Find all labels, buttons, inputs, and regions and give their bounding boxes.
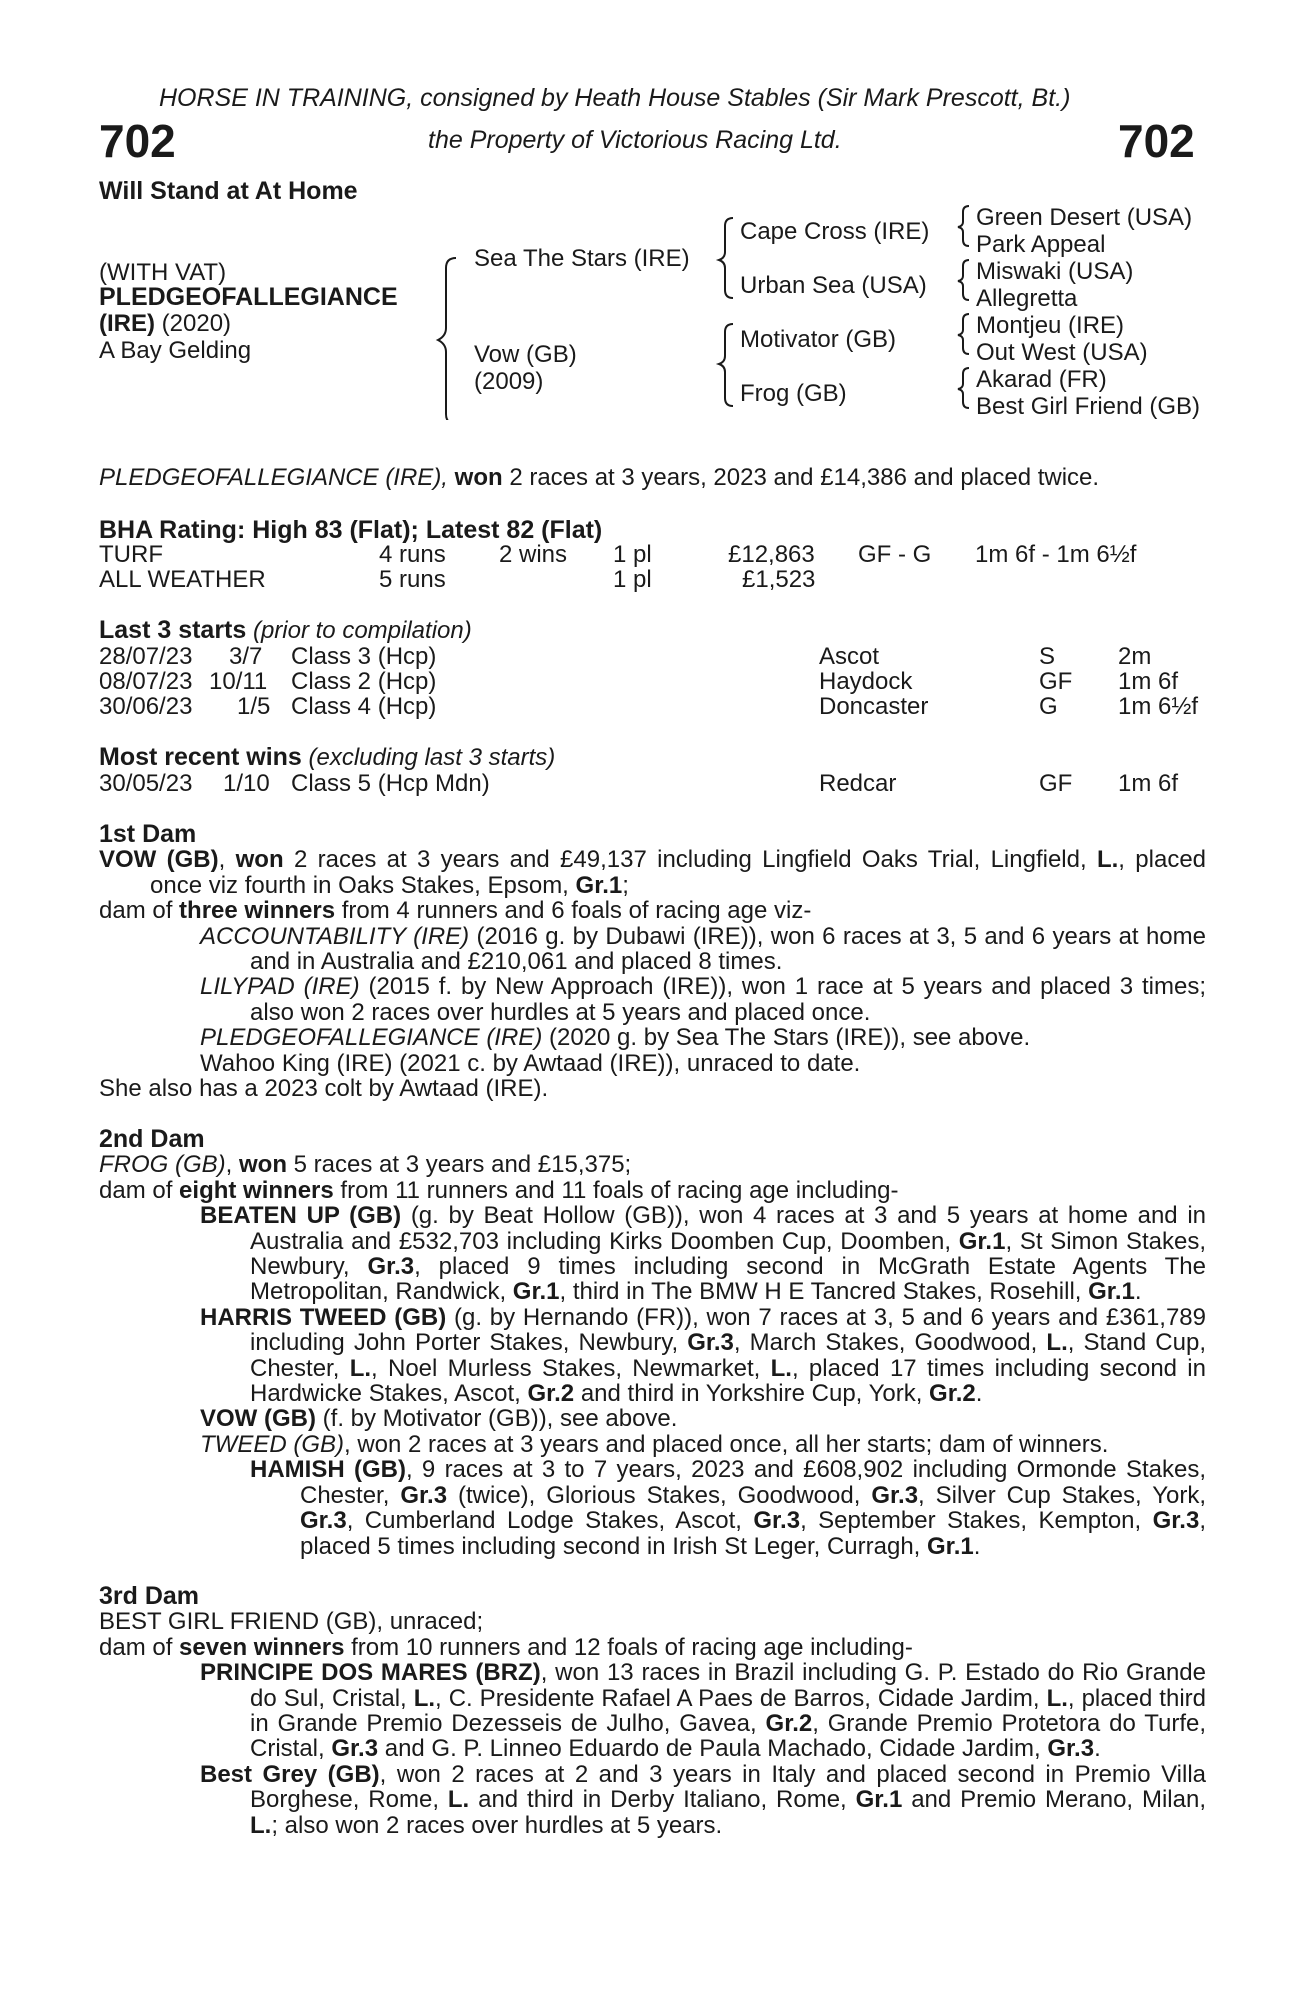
italic-text-run: TWEED (GB) bbox=[200, 1430, 344, 1458]
rating-placed: 1 pl bbox=[613, 541, 652, 568]
text-run: (twice), Glorious Stakes, Goodwood, bbox=[447, 1481, 872, 1509]
horse-description: A Bay Gelding bbox=[99, 337, 252, 364]
text-run: , placed 17 times including second in Hardwicke Stakes, Ascot, bbox=[250, 1354, 1206, 1408]
bha-rating-heading: BHA Rating: High 83 (Flat); Latest 82 (Flat) bbox=[99, 516, 603, 544]
text-run: , C. Presidente Rafael A Paes de Barros, Cidade Jardim, bbox=[435, 1684, 1047, 1712]
text-run: , placed 5 times including second in Irish St Leger, Curragh, bbox=[300, 1507, 1206, 1560]
rating-runs: 4 runs bbox=[379, 541, 446, 568]
bold-text-run: L. bbox=[413, 1684, 436, 1712]
bold-text-run: L. bbox=[250, 1811, 272, 1839]
bold-text-run: Gr.3 bbox=[367, 1253, 415, 1281]
bold-text-run: Gr.3 bbox=[1152, 1507, 1200, 1535]
text-run: , Grande Premio Protetora do Turfe, Cristal, bbox=[250, 1710, 1206, 1763]
start-row bbox=[99, 669, 1199, 694]
sire-name: Sea The Stars (IRE) bbox=[474, 245, 690, 272]
win-position: 1/10 bbox=[223, 770, 270, 797]
bold-text-run: L. bbox=[1046, 1329, 1068, 1357]
produce-harris-tweed bbox=[99, 1305, 1206, 1407]
last-starts-title: Last 3 starts bbox=[99, 616, 247, 644]
bold-text-run: L. bbox=[1046, 1684, 1068, 1712]
lot-number-left: 702 bbox=[99, 115, 176, 167]
bold-text-run: PRINCIPE DOS MARES (BRZ) bbox=[200, 1659, 541, 1687]
bold-text-run: L. bbox=[770, 1354, 792, 1382]
text-run: 2 races at 3 years and £49,137 including Lingfield Oaks Trial, Lingfield, bbox=[283, 846, 1097, 874]
stand-note: Will Stand at At Home bbox=[99, 177, 358, 205]
text-run: She also has a 2023 colt by Awtaad (IRE). bbox=[99, 1075, 549, 1103]
sire-sire: Cape Cross (IRE) bbox=[740, 218, 930, 245]
summary-rest: 2 races at 3 years, 2023 and £14,386 and placed twice. bbox=[502, 464, 1100, 491]
text-run: (2016 g. by Dubawi (IRE)), won 6 races at 3, 5 and 6 years at home and in Australia and £210,061 and placed 8 times. bbox=[250, 922, 1206, 976]
produce-vow bbox=[99, 1406, 1206, 1431]
text-run: , 9 races at 3 to 7 years, 2023 and £608,902 including Ormonde Stakes, Chester, bbox=[300, 1456, 1206, 1509]
text-run: , Silver Cup Stakes, York, bbox=[918, 1481, 1207, 1509]
text-run: , Stand Cup, Chester, bbox=[250, 1329, 1206, 1382]
bold-text-run: HARRIS TWEED (GB) bbox=[200, 1303, 447, 1331]
lot-number-right: 702 bbox=[1118, 115, 1195, 167]
text-run: (g. by Beat Hollow (GB)), won 4 races at 3 and 5 years at home and in Australia and £532,703 including Kirks Doomben Cup, Doomben, bbox=[250, 1202, 1206, 1255]
bold-text-run: Gr.1 bbox=[958, 1227, 1006, 1255]
rating-row-all-weather bbox=[99, 567, 1199, 592]
g1-brace bbox=[958, 206, 969, 246]
bold-text-run: eight winners bbox=[179, 1176, 334, 1204]
italic-text-run: LILYPAD (IRE) bbox=[200, 973, 360, 1001]
text-run: (g. by Hernando (FR)), won 7 races at 3, 5 and 6 years and £361,789 including John Porter Stakes, Newbury, bbox=[250, 1303, 1207, 1357]
recent-win-row bbox=[99, 771, 1199, 796]
text-run: Wahoo King (IRE) (2021 c. by Awtaad (IRE)), unraced to date. bbox=[200, 1049, 861, 1077]
text-run: , bbox=[218, 846, 236, 874]
win-class: Class 5 (Hcp Mdn) bbox=[291, 770, 490, 797]
text-run: . bbox=[973, 1532, 981, 1560]
bold-text-run: Gr.2 bbox=[765, 1710, 813, 1738]
text-run: from 4 runners and 6 foals of racing age viz- bbox=[335, 897, 812, 925]
text-run: , bbox=[225, 1151, 239, 1179]
text-run: , won 2 races at 2 and 3 years in Italy and placed second in Premio Villa Borghese, Rome, bbox=[250, 1760, 1206, 1814]
start-going: GF bbox=[1039, 668, 1073, 695]
recent-wins-heading bbox=[99, 745, 555, 770]
text-run: (2015 f. by New Approach (IRE)), won 1 race at 5 years and placed 3 times; also won 2 races over hurdles at 5 years and placed once. bbox=[250, 973, 1206, 1026]
grandsire-3: Miswaki (USA) bbox=[976, 258, 1134, 285]
rating-wins: 2 wins bbox=[499, 541, 568, 568]
bold-text-run: Gr.1 bbox=[927, 1532, 974, 1560]
rating-prize: £1,523 bbox=[742, 566, 816, 593]
start-distance: 2m bbox=[1118, 643, 1152, 670]
bold-text-run: Gr.3 bbox=[400, 1481, 448, 1509]
win-course: Redcar bbox=[819, 770, 897, 797]
last-starts-heading bbox=[99, 618, 472, 643]
bold-text-run: won bbox=[235, 846, 284, 874]
last-starts-note: (prior to compilation) bbox=[246, 617, 472, 644]
horse-name: PLEDGEOFALLEGIANCE bbox=[99, 283, 398, 311]
summary-name: PLEDGEOFALLEGIANCE (IRE), bbox=[99, 464, 448, 491]
bold-text-run: HAMISH (GB) bbox=[250, 1456, 406, 1484]
text-run: . bbox=[975, 1380, 983, 1408]
grandsire-1: Green Desert (USA) bbox=[976, 204, 1193, 231]
grandsire-7: Akarad (FR) bbox=[976, 366, 1107, 393]
text-run: and third in Yorkshire Cup, York, bbox=[574, 1380, 930, 1408]
bold-text-run: Gr.2 bbox=[527, 1380, 575, 1408]
start-class: Class 3 (Hcp) bbox=[291, 643, 437, 670]
sire-brace bbox=[719, 218, 733, 298]
text-run: , St Simon Stakes, Newbury, bbox=[250, 1227, 1206, 1281]
third-dam-section bbox=[99, 1584, 1206, 1838]
bold-text-run: Gr.1 bbox=[575, 871, 623, 899]
produce-2023-colt bbox=[99, 1076, 1206, 1101]
text-run: dam of bbox=[99, 1633, 180, 1661]
text-run: (2020 g. by Sea The Stars (IRE)), see above. bbox=[542, 1024, 1031, 1052]
third-dam-record bbox=[99, 1609, 1206, 1634]
dam-sire: Motivator (GB) bbox=[740, 326, 897, 353]
bold-text-run: Best Grey (GB) bbox=[200, 1760, 380, 1788]
vat-note: (WITH VAT) bbox=[99, 259, 227, 286]
text-run: , placed third in Grande Premio Dezesseis de Julho, Gavea, bbox=[250, 1684, 1206, 1738]
start-course: Haydock bbox=[819, 668, 913, 695]
bold-text-run: Gr.1 bbox=[855, 1786, 903, 1814]
bold-text-run: Gr.1 bbox=[512, 1278, 560, 1306]
bold-text-run: Gr.3 bbox=[1047, 1735, 1095, 1763]
first-dam-produce-intro bbox=[99, 898, 1206, 923]
first-dam-section bbox=[99, 822, 1206, 1101]
win-date: 30/05/23 bbox=[99, 770, 193, 797]
produce-principe-dos-mares bbox=[99, 1660, 1206, 1762]
start-distance: 1m 6½f bbox=[1118, 693, 1199, 720]
win-distance: 1m 6f bbox=[1118, 770, 1179, 797]
rating-row-turf bbox=[99, 542, 1199, 567]
start-position: 1/5 bbox=[237, 693, 271, 720]
bold-text-run: VOW (GB) bbox=[99, 846, 219, 874]
bold-text-run: Gr.1 bbox=[1088, 1278, 1135, 1306]
bold-text-run: L. bbox=[1096, 846, 1119, 874]
third-dam-produce-intro bbox=[99, 1635, 1206, 1660]
italic-text-run: ACCOUNTABILITY (IRE) bbox=[200, 922, 470, 950]
text-run: from 11 runners and 11 foals of racing age including- bbox=[333, 1176, 899, 1204]
produce-best-grey bbox=[99, 1762, 1206, 1838]
text-run: 5 races at 3 years and £15,375; bbox=[287, 1151, 632, 1179]
text-run: , Cumberland Lodge Stakes, Ascot, bbox=[346, 1507, 754, 1535]
produce-wahoo-king bbox=[99, 1051, 1206, 1076]
text-run: . bbox=[1134, 1278, 1142, 1306]
dam-name: Vow (GB) bbox=[474, 341, 577, 368]
produce-tweed bbox=[99, 1432, 1206, 1457]
win-going: GF bbox=[1039, 770, 1073, 797]
text-run: , won 13 races in Brazil including G. P. Estado do Rio Grande do Sul, Cristal, bbox=[250, 1659, 1206, 1712]
rating-placed: 1 pl bbox=[613, 566, 652, 593]
text-run: . bbox=[1094, 1735, 1101, 1763]
produce-accountability bbox=[99, 924, 1206, 975]
start-position: 10/11 bbox=[209, 668, 268, 695]
g2-brace bbox=[958, 260, 969, 300]
rating-surface: ALL WEATHER bbox=[99, 566, 266, 593]
start-date: 08/07/23 bbox=[99, 668, 193, 695]
third-dam-heading: 3rd Dam bbox=[99, 1582, 200, 1610]
dam-year: (2009) bbox=[474, 368, 544, 395]
bold-text-run: seven winners bbox=[179, 1633, 345, 1661]
text-run: ; bbox=[622, 871, 629, 899]
text-run: , September Stakes, Kempton, bbox=[800, 1507, 1153, 1535]
start-class: Class 2 (Hcp) bbox=[291, 668, 437, 695]
horse-year: (2020) bbox=[155, 310, 232, 337]
start-row bbox=[99, 694, 1199, 719]
bold-text-run: Gr.3 bbox=[871, 1481, 919, 1509]
start-course: Ascot bbox=[819, 643, 880, 670]
italic-text-run: PLEDGEOFALLEGIANCE (IRE) bbox=[200, 1024, 543, 1052]
start-course: Doncaster bbox=[819, 693, 929, 720]
rating-going: GF - G bbox=[858, 541, 932, 568]
text-run: , third in The BMW H E Tancred Stakes, Rosehill, bbox=[559, 1278, 1089, 1306]
text-run: and third in Derby Italiano, Rome, bbox=[469, 1786, 856, 1814]
text-run: , won 2 races at 3 years and placed once, all her starts; dam of winners. bbox=[344, 1430, 1109, 1458]
grandsire-4: Allegretta bbox=[976, 285, 1078, 312]
text-run: , placed 9 times including second in McGrath Estate Agents The Metropolitan, Randwick, bbox=[250, 1253, 1206, 1306]
bold-text-run: Gr.3 bbox=[331, 1735, 379, 1763]
second-dam-section bbox=[99, 1127, 1206, 1559]
bold-text-run: three winners bbox=[179, 897, 336, 925]
rating-runs: 5 runs bbox=[379, 566, 446, 593]
text-run: from 10 runners and 12 foals of racing age including- bbox=[344, 1633, 913, 1661]
second-dam-heading: 2nd Dam bbox=[99, 1125, 205, 1153]
first-dam-heading: 1st Dam bbox=[99, 820, 197, 848]
grandsire-5: Montjeu (IRE) bbox=[976, 312, 1125, 339]
text-run: , Noel Murless Stakes, Newmarket, bbox=[371, 1354, 771, 1382]
recent-wins-title: Most recent wins bbox=[99, 743, 302, 771]
second-dam-record bbox=[99, 1152, 1206, 1177]
g4-brace bbox=[958, 368, 969, 408]
start-position: 3/7 bbox=[229, 643, 263, 670]
bold-text-run: Gr.3 bbox=[687, 1329, 734, 1357]
text-run: (f. by Motivator (GB)), see above. bbox=[315, 1405, 678, 1433]
text-run: and Premio Merano, Milan, bbox=[902, 1786, 1206, 1814]
race-summary bbox=[99, 465, 1099, 490]
text-run: dam of bbox=[99, 1176, 180, 1204]
start-distance: 1m 6f bbox=[1118, 668, 1179, 695]
sire-dam: Urban Sea (USA) bbox=[740, 272, 927, 299]
bold-text-run: VOW (GB) bbox=[200, 1405, 316, 1433]
first-dam-record bbox=[99, 847, 1206, 898]
dam-dam: Frog (GB) bbox=[740, 380, 847, 407]
horse-country: (IRE) bbox=[99, 310, 155, 337]
start-date: 30/06/23 bbox=[99, 693, 193, 720]
start-date: 28/07/23 bbox=[99, 643, 193, 670]
recent-wins-note: (excluding last 3 starts) bbox=[301, 744, 556, 771]
text-run: BEST GIRL FRIEND (GB), unraced; bbox=[99, 1608, 484, 1636]
rating-surface: TURF bbox=[99, 541, 163, 568]
produce-beaten-up bbox=[99, 1203, 1206, 1305]
italic-text-run: FROG (GB) bbox=[99, 1151, 226, 1179]
consignor-line: HORSE IN TRAINING, consigned by Heath House Stables (Sir Mark Prescott, Bt.) bbox=[159, 84, 1071, 112]
main-brace bbox=[438, 258, 456, 420]
summary-won: won bbox=[454, 464, 503, 491]
bold-text-run: Gr.2 bbox=[929, 1380, 976, 1408]
bold-text-run: L. bbox=[447, 1786, 470, 1814]
grandsire-2: Park Appeal bbox=[976, 231, 1106, 258]
text-run: ; also won 2 races over hurdles at 5 years. bbox=[271, 1811, 723, 1839]
bold-text-run: BEATEN UP (GB) bbox=[200, 1202, 402, 1230]
g3-brace bbox=[958, 314, 969, 354]
dam-brace bbox=[719, 324, 733, 406]
grandsire-6: Out West (USA) bbox=[976, 339, 1148, 366]
rating-distance: 1m 6f - 1m 6½f bbox=[975, 541, 1137, 568]
text-run: , placed once viz fourth in Oaks Stakes, Epsom, bbox=[150, 846, 1207, 899]
grandsire-8: Best Girl Friend (GB) bbox=[976, 393, 1201, 420]
produce-hamish bbox=[99, 1457, 1206, 1559]
produce-lilypad bbox=[99, 974, 1206, 1025]
text-run: , March Stakes, Goodwood, bbox=[733, 1329, 1047, 1357]
bold-text-run: Gr.3 bbox=[300, 1507, 347, 1535]
rating-prize: £12,863 bbox=[728, 541, 815, 568]
second-dam-produce-intro bbox=[99, 1178, 1206, 1203]
start-going: G bbox=[1039, 693, 1058, 720]
bold-text-run: L. bbox=[349, 1354, 372, 1382]
start-row bbox=[99, 644, 1199, 669]
produce-pledgeofallegiance bbox=[99, 1025, 1206, 1050]
text-run: dam of bbox=[99, 897, 180, 925]
start-going: S bbox=[1039, 643, 1056, 670]
bold-text-run: Gr.3 bbox=[753, 1507, 801, 1535]
text-run: and G. P. Linneo Eduardo de Paula Machado, Cidade Jardim, bbox=[378, 1735, 1048, 1763]
bold-text-run: won bbox=[239, 1151, 287, 1179]
start-class: Class 4 (Hcp) bbox=[291, 693, 437, 720]
property-line: the Property of Victorious Racing Ltd. bbox=[428, 126, 842, 154]
